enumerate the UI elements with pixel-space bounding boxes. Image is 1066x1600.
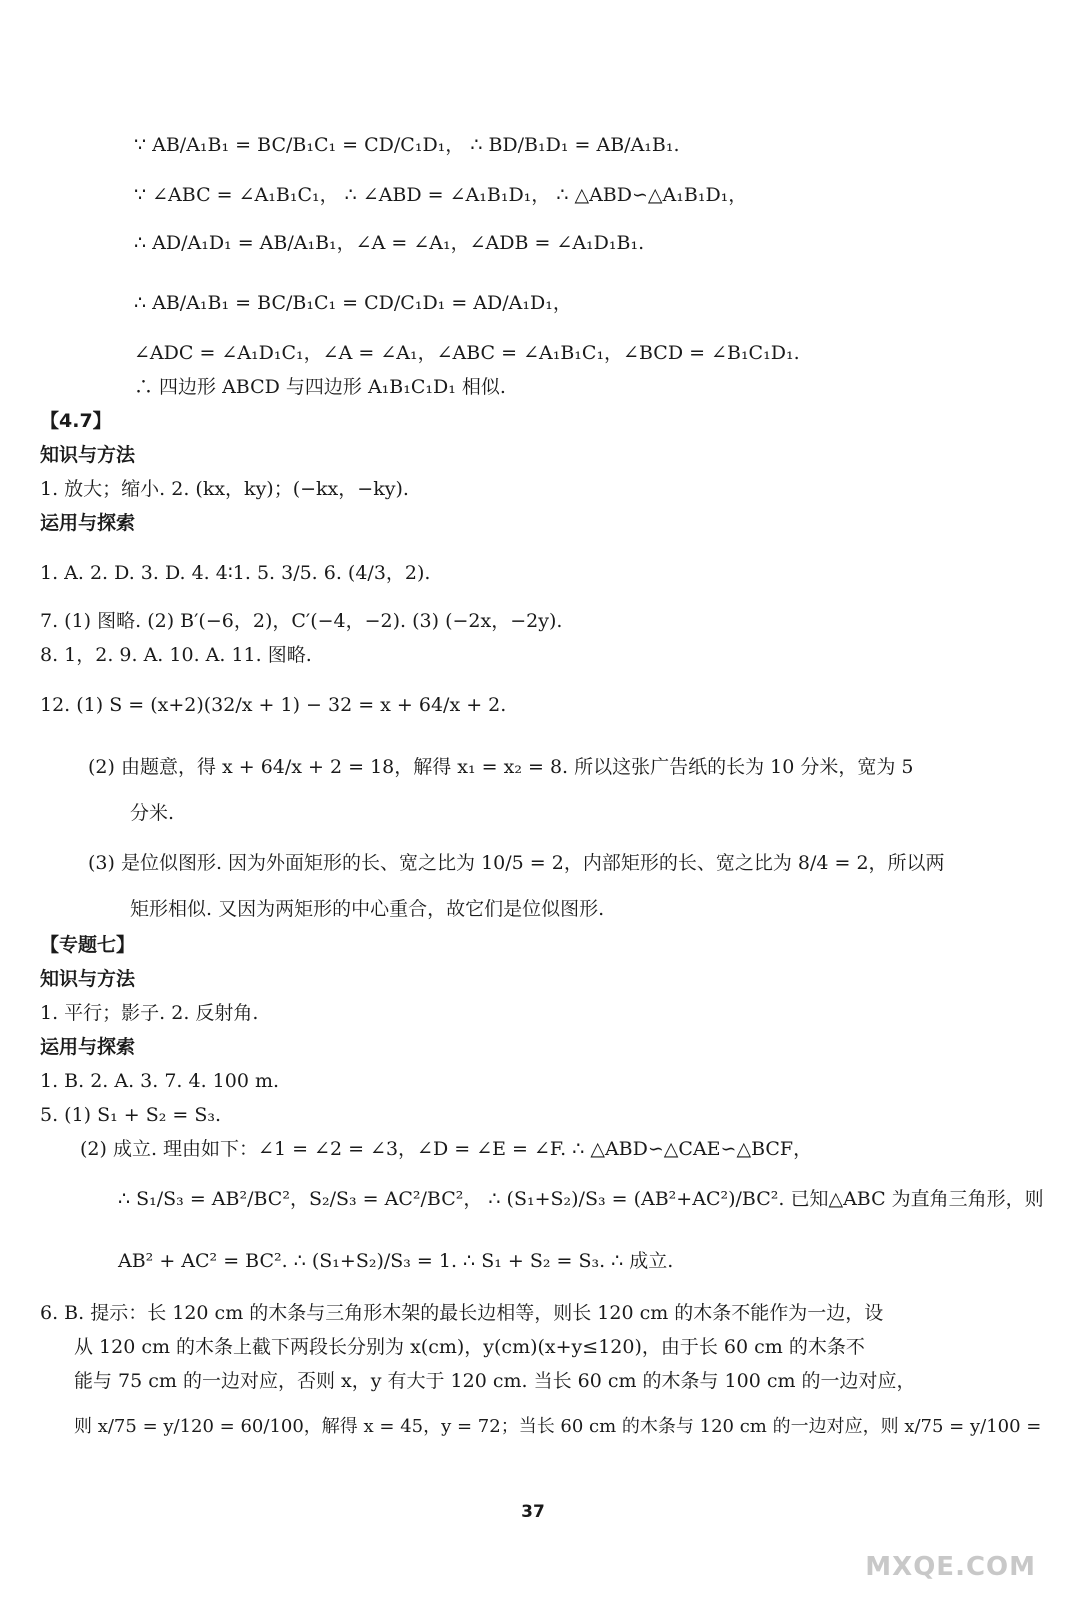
section-heading-topic-7: 【专题七】 xyxy=(40,934,136,956)
line-10: 8. 1，2. 9. A. 10. A. 11. 图略. xyxy=(40,644,312,666)
line-4: ∴ AB/A₁B₁ = BC/B₁C₁ = CD/C₁D₁ = AD/A₁D₁， xyxy=(134,292,572,314)
line-17: 1. B. 2. A. 3. 7. 4. 100 m. xyxy=(40,1070,280,1092)
line-21: AB² + AC² = BC². ∴ (S₁+S₂)/S₃ = 1. ∴ S₁ + S₂ = S₃. ∴ 成立. xyxy=(118,1250,674,1272)
line-15: 矩形相似. 又因为两矩形的中心重合，故它们是位似图形. xyxy=(130,898,605,920)
line-9: 7. (1) 图略. (2) B′(−6，2)，C′(−4，−2). (3) (−2x，−2y). xyxy=(40,610,563,632)
line-16: 1. 平行；影子. 2. 反射角. xyxy=(40,1002,259,1024)
line-3: ∴ AD/A₁D₁ = AB/A₁B₁，∠A = ∠A₁，∠ADB = ∠A₁D₁B₁. xyxy=(134,232,645,254)
line-5: ∠ADC = ∠A₁D₁C₁，∠A = ∠A₁，∠ABC = ∠A₁B₁C₁，∠BCD = ∠B₁C₁D₁. xyxy=(134,342,800,364)
line-19: (2) 成立. 理由如下：∠1 = ∠2 = ∠3，∠D = ∠E = ∠F. ∴ △ABD∽△CAE∽△BCF， xyxy=(80,1138,813,1160)
page-number: 37 xyxy=(521,1502,545,1522)
line-1: ∵ AB/A₁B₁ = BC/B₁C₁ = CD/C₁D₁， ∴ BD/B₁D₁ = AB/A₁B₁. xyxy=(134,134,680,156)
line-6: ∴ 四边形 ABCD 与四边形 A₁B₁C₁D₁ 相似. xyxy=(134,376,506,398)
subheading-application-1: 运用与探索 xyxy=(40,512,136,534)
line-12: (2) 由题意，得 x + 64/x + 2 = 18，解得 x₁ = x₂ = 8. 所以这张广告纸的长为 10 分米，宽为 5 xyxy=(88,756,914,778)
line-14: (3) 是位似图形. 因为外面矩形的长、宽之比为 10/5 = 2，内部矩形的长、宽之比为 8/4 = 2，所以两 xyxy=(88,852,945,874)
subheading-knowledge-2: 知识与方法 xyxy=(40,968,136,990)
line-18: 5. (1) S₁ + S₂ = S₃. xyxy=(40,1104,222,1126)
line-22: 6. B. 提示：长 120 cm 的木条与三角形木架的最长边相等，则长 120 cm 的木条不能作为一边，设 xyxy=(40,1302,884,1324)
subheading-application-2: 运用与探索 xyxy=(40,1036,136,1058)
line-11: 12. (1) S = (x+2)(32/x + 1) − 32 = x + 64/x + 2. xyxy=(40,694,507,716)
line-8: 1. A. 2. D. 3. D. 4. 4∶1. 5. 3/5. 6. (4/3，2). xyxy=(40,562,431,584)
line-20: ∴ S₁/S₃ = AB²/BC²，S₂/S₃ = AC²/BC²， ∴ (S₁+S₂)/S₃ = (AB²+AC²)/BC². 已知△ABC 为直角三角形，则 xyxy=(118,1188,1044,1210)
subheading-knowledge-1: 知识与方法 xyxy=(40,444,136,466)
watermark-logo: MXQE.COM xyxy=(865,1552,1036,1582)
line-2: ∵ ∠ABC = ∠A₁B₁C₁， ∴ ∠ABD = ∠A₁B₁D₁， ∴ △ABD∽△A₁B₁D₁， xyxy=(134,184,748,206)
line-13: 分米. xyxy=(130,802,175,824)
line-7: 1. 放大；缩小. 2. (kx，ky)；(−kx，−ky). xyxy=(40,478,409,500)
section-heading-4-7: 【4.7】 xyxy=(40,410,112,432)
line-25: 则 x/75 = y/120 = 60/100，解得 x = 45，y = 72；当长 60 cm 的木条与 120 cm 的一边对应，则 x/75 = y/100 = xyxy=(74,1416,1042,1437)
line-24: 能与 75 cm 的一边对应，否则 x，y 有大于 120 cm. 当长 60 cm 的木条与 100 cm 的一边对应， xyxy=(74,1370,916,1392)
line-23: 从 120 cm 的木条上截下两段长分别为 x(cm)，y(cm)(x+y≤120)，由于长 60 cm 的木条不 xyxy=(74,1336,865,1358)
